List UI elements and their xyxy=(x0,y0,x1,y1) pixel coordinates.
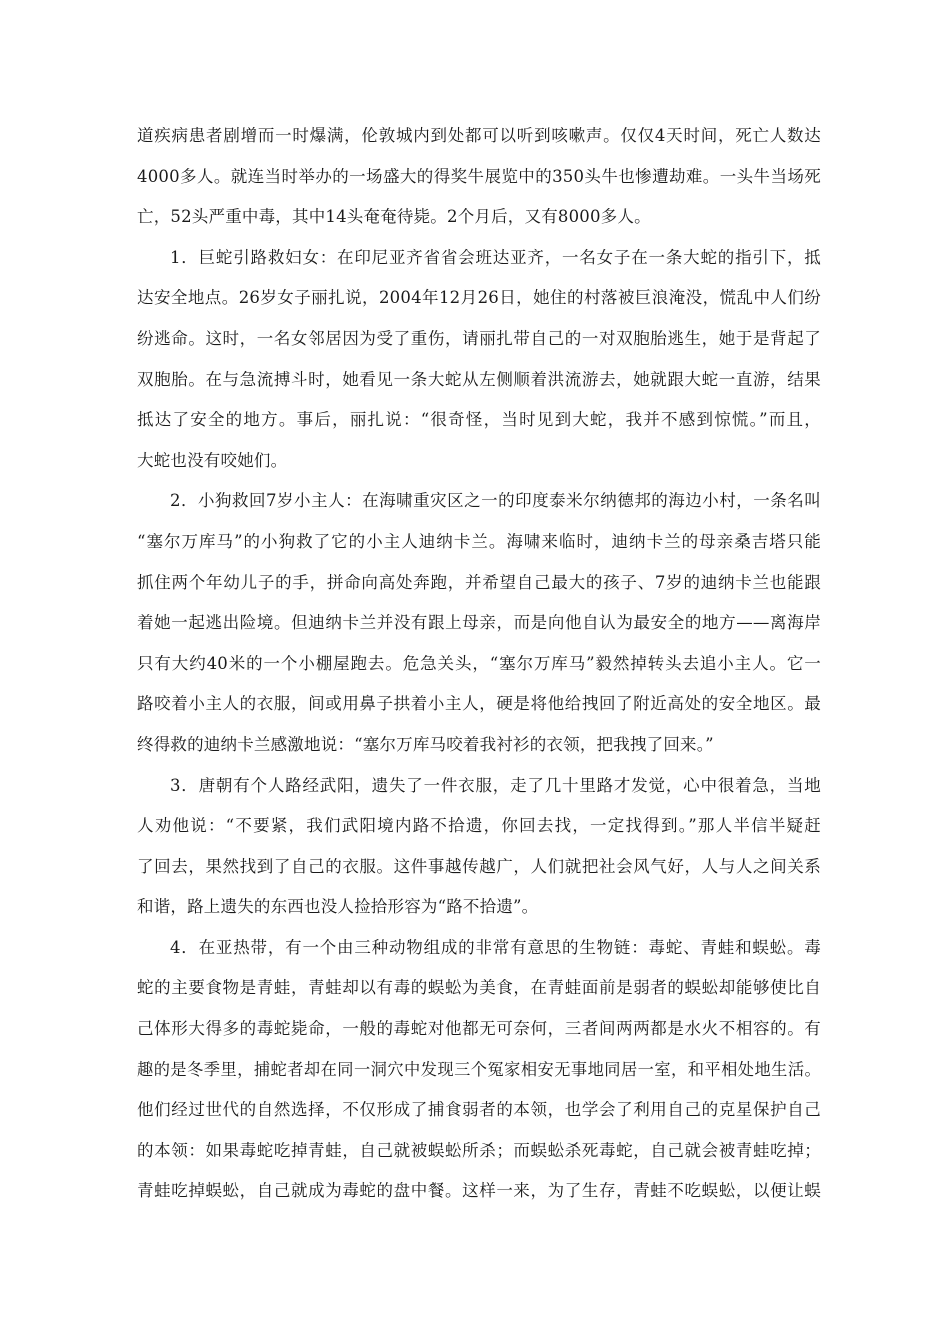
text-line: 4000多人。就连当时举办的一场盛大的得奖牛展览中的350头牛也惨遭劫难。一头牛当场死 xyxy=(137,166,821,186)
text-line: 达安全地点。26岁女子丽扎说，2004年12月26日，她住的村落被巨浪淹没，慌乱中人们纷 xyxy=(137,288,821,308)
text-line: 蛇的主要食物是青蛙，青蛙却以有毒的蜈蚣为美食，在青蛙面前是弱者的蜈蚣却能够使比自 xyxy=(137,978,821,998)
text-line: 趣的是冬季里，捕蛇者却在同一洞穴中发现三个冤家相安无事地同居一室，和平相处地生活。 xyxy=(137,1059,821,1079)
paragraph-first-line: 4．在亚热带，有一个由三种动物组成的非常有意思的生物链：毒蛇、青蛙和蜈蚣。毒 xyxy=(170,937,821,957)
text-line: 大蛇也没有咬她们。 xyxy=(137,450,288,470)
text-line: 了回去，果然找到了自己的衣服。这件事越传越广，人们就把社会风气好，人与人之间关系 xyxy=(137,856,821,876)
text-line: “塞尔万库马”的小狗救了它的小主人迪纳卡兰。海啸来临时，迪纳卡兰的母亲桑吉塔只能 xyxy=(137,531,821,551)
text-line: 纷逃命。这时，一名女邻居因为受了重伤，请丽扎带自己的一对双胞胎逃生，她于是背起了 xyxy=(137,328,821,348)
text-line: 终得救的迪纳卡兰感激地说：“塞尔万库马咬着我衬衫的衣领，把我拽了回来。” xyxy=(137,734,714,754)
text-line: 抓住两个年幼儿子的手，拼命向高处奔跑，并希望自己最大的孩子、7岁的迪纳卡兰也能跟 xyxy=(137,572,821,592)
text-line: 着她一起逃出险境。但迪纳卡兰并没有跟上母亲，而是向他自认为最安全的地方——离海岸 xyxy=(137,613,821,633)
text-line: 己体形大得多的毒蛇毙命，一般的毒蛇对他都无可奈何，三者间两两都是水火不相容的。有 xyxy=(137,1019,821,1039)
text-line: 人劝他说：“不要紧，我们武阳境内路不拾遗，你回去找，一定找得到。”那人半信半疑赶 xyxy=(137,816,821,836)
text-line: 和谐，路上遗失的东西也没人捡拾形容为“路不拾遗”。 xyxy=(137,897,539,917)
text-line: 双胞胎。在与急流搏斗时，她看见一条大蛇从左侧顺着洪流游去，她就跟大蛇一直游，结果 xyxy=(137,369,821,389)
text-line: 道疾病患者剧增而一时爆满，伦敦城内到处都可以听到咳嗽声。仅仅4天时间，死亡人数达 xyxy=(137,126,821,145)
paragraph-first-line: 1．巨蛇引路救妇女：在印尼亚齐省省会班达亚齐，一名女子在一条大蛇的指引下，抵 xyxy=(170,247,821,267)
text-line: 亡，52头严重中毒，其中14头奄奄待毙。2个月后，又有8000多人。 xyxy=(137,207,651,227)
text-line: 路咬着小主人的衣服，间或用鼻子拱着小主人，硬是将他给拽回了附近高处的安全地区。最 xyxy=(137,694,821,714)
text-line: 只有大约40米的一个小棚屋跑去。危急关头，“塞尔万库马”毅然掉转头去追小主人。它一 xyxy=(137,653,821,673)
paragraph-first-line: 3．唐朝有个人路经武阳，遗失了一件衣服，走了几十里路才发觉，心中很着急，当地 xyxy=(170,775,821,795)
paragraph-first-line: 2．小狗救回7岁小主人：在海啸重灾区之一的印度泰米尔纳德邦的海边小村，一条名叫 xyxy=(170,491,821,511)
document-body xyxy=(137,116,821,1212)
text-line: 的本领：如果毒蛇吃掉青蛙，自己就被蜈蚣所杀；而蜈蚣杀死毒蛇，自己就会被青蛙吃掉； xyxy=(137,1140,821,1160)
text-line: 他们经过世代的自然选择，不仅形成了捕食弱者的本领，也学会了利用自己的克星保护自己 xyxy=(137,1100,821,1120)
text-line: 青蛙吃掉蜈蚣，自己就成为毒蛇的盘中餐。这样一来，为了生存，青蛙不吃蜈蚣，以便让蜈 xyxy=(137,1181,821,1201)
text-line: 抵达了安全的地方。事后，丽扎说：“很奇怪，当时见到大蛇，我并不感到惊慌。”而且， xyxy=(137,410,821,430)
